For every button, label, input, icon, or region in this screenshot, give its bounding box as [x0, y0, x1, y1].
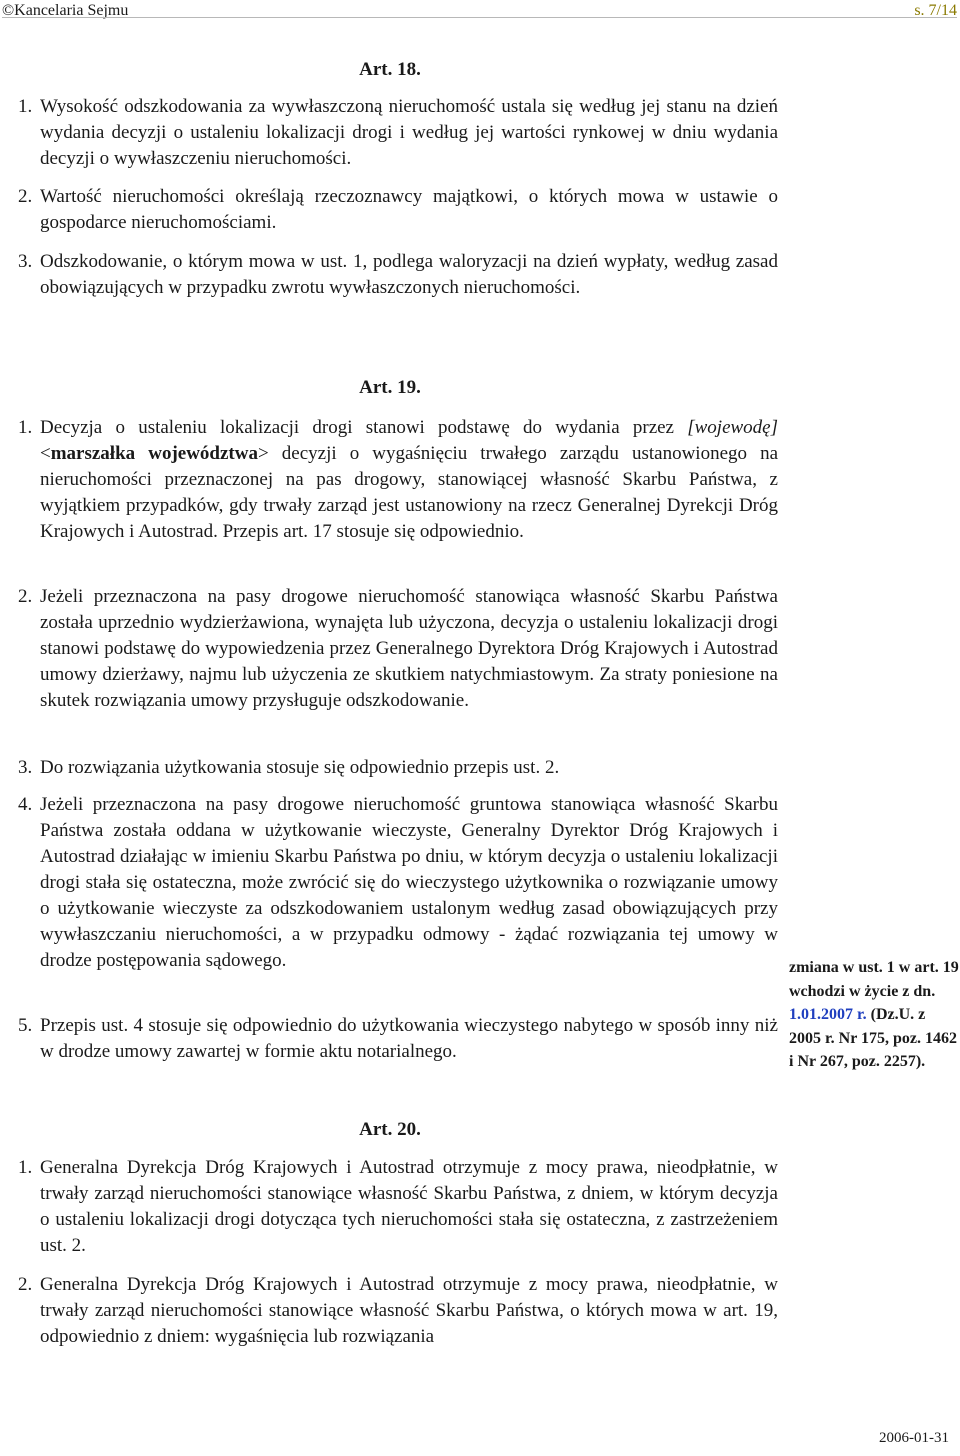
art19-paragraph-3 [18, 755, 778, 781]
side-note-text-end: (Dz.U. z 2005 r. Nr 175, poz. 1462 i Nr 267, poz. 2257). [789, 1006, 957, 1070]
paragraph-number: 2. [18, 186, 33, 207]
side-note-text-start: zmiana w ust. 1 w art. 19 wchodzi w życie z dn. [789, 959, 959, 1000]
paragraph-text: Przepis ust. 4 stosuje się odpowiednio do użytkowania wieczystego nabytego w sposób inny niż w drodze umowy zawartej w formie aktu notarialnego. [40, 1015, 778, 1062]
paragraph-text: Wysokość odszkodowania za wywłaszczoną nieruchomość ustala się według jej stanu na dzień wydania decyzji o ustaleniu lokalizacji drogi i według jej wartości rynkowej w dniu wydania decyzji o wywłaszczeniu nieruchomości. [40, 96, 778, 169]
art19-paragraph-5 [18, 1013, 778, 1065]
art20-paragraph-1 [18, 1155, 778, 1259]
document-date: 2006-01-31 [879, 1430, 949, 1446]
paragraph-number: 5. [18, 1015, 33, 1036]
paragraph-text: Generalna Dyrekcja Dróg Krajowych i Autostrad otrzymuje z mocy prawa, nieodpłatnie, w trwały zarząd nieruchomości stanowiące własność Skarbu Państwa, z dniem, w którym decyzja o ustaleniu lokalizacji drogi dotycząca tych nieruchomości stała się ostateczna, z zastrzeżeniem ust. 2. [40, 1157, 778, 1256]
effective-date-link[interactable]: 1.01.2007 r. [789, 1006, 867, 1023]
art18-paragraph-3 [18, 249, 778, 301]
art18-paragraph-1 [18, 94, 778, 172]
paragraph-number: 2. [18, 1274, 33, 1295]
insert-open: < [40, 443, 51, 464]
header-copyright: ©Kancelaria Sejmu [2, 2, 129, 19]
art19-paragraph-4 [18, 792, 778, 974]
page-header [2, 0, 957, 22]
paragraph-text: Jeżeli przeznaczona na pasy drogowe nieruchomość stanowiąca własność Skarbu Państwa została uprzednio wydzierżawiona, wynajęta lub użyczona, decyzja o ustaleniu lokalizacji drogi stanowi podstawę do wypowiedzenia przez Generalnego Dyrektora Dróg Krajowych i Autostrad umowy dzierżawy, najmu lub użyczenia ze skutkiem natychmiastowym. Za straty poniesione na skutek rozwiązania umowy przysługuje odszkodowanie. [40, 586, 778, 711]
article-19-title: Art. 19. [359, 377, 421, 398]
art19-paragraph-1 [18, 415, 778, 545]
paragraph-number: 1. [18, 96, 33, 117]
repealed-wording: [wojewodę] [687, 417, 778, 438]
art18-paragraph-2 [18, 184, 778, 236]
paragraph-number: 3. [18, 251, 33, 272]
art20-paragraph-2 [18, 1272, 778, 1350]
page-number: s. 7/14 [914, 2, 957, 19]
paragraph-text: Wartość nieruchomości określają rzeczoznawcy majątkowi, o których mowa w ustawie o gospodarce nieruchomościami. [40, 186, 778, 233]
art19-paragraph-2 [18, 584, 778, 714]
article-20-title: Art. 20. [359, 1119, 421, 1140]
paragraph-text: Do rozwiązania użytkowania stosuje się odpowiednio przepis ust. 2. [40, 757, 560, 778]
paragraph-text: Odszkodowanie, o którym mowa w ust. 1, podlega waloryzacji na dzień wypłaty, według zasad obowiązujących w przypadku zwrotu wywłaszczonych nieruchomości. [40, 251, 778, 298]
amended-wording: marszałka województwa [50, 443, 258, 464]
paragraph-number: 2. [18, 586, 33, 607]
paragraph-number: 3. [18, 757, 33, 778]
header-divider [2, 17, 957, 18]
amendment-side-note [789, 956, 959, 1074]
paragraph-text: Jeżeli przeznaczona na pasy drogowe nieruchomość gruntowa stanowiąca własność Skarbu Państwa została oddana w użytkowanie wieczyste, Generalny Dyrektor Dróg Krajowych i Autostrad działając w imieniu Skarbu Państwa po dniu, w którym decyzja o ustaleniu lokalizacji drogi stała się ostateczna, może zwrócić się do wieczystego użytkownika o rozwiązanie umowy o użytkowanie wieczyste za odszkodowaniem ustalonym według zasad obowiązujących przy wywłaszczaniu nieruchomości, a w przypadku odmowy - żądać rozwiązania tej umowy w drodze postępowania sądowego. [40, 794, 778, 971]
article-18-title: Art. 18. [359, 59, 421, 80]
paragraph-text-end: > decyzji o wygaśnięciu trwałego zarządu ustanowionego na nieruchomości przeznaczonej na pas drogowy, stanowiącej własność Skarbu Państwa, z wyjątkiem przypadków, gdy trwały zarząd jest ustanowiony na rzecz Generalnej Dyrekcji Dróg Krajowych i Autostrad. Przepis art. 17 stosuje się odpowiednio. [40, 443, 778, 542]
paragraph-number: 4. [18, 794, 33, 815]
paragraph-number: 1. [18, 1157, 33, 1178]
paragraph-text-start: Decyzja o ustaleniu lokalizacji drogi stanowi podstawę do wydania przez [40, 417, 688, 438]
paragraph-number: 1. [18, 417, 33, 438]
paragraph-text: Generalna Dyrekcja Dróg Krajowych i Autostrad otrzymuje z mocy prawa, nieodpłatnie, w trwały zarząd nieruchomości stanowiące własność Skarbu Państwa, o których mowa w art. 19, odpowiednio z dniem: wygaśnięcia lub rozwiązania [40, 1274, 778, 1347]
